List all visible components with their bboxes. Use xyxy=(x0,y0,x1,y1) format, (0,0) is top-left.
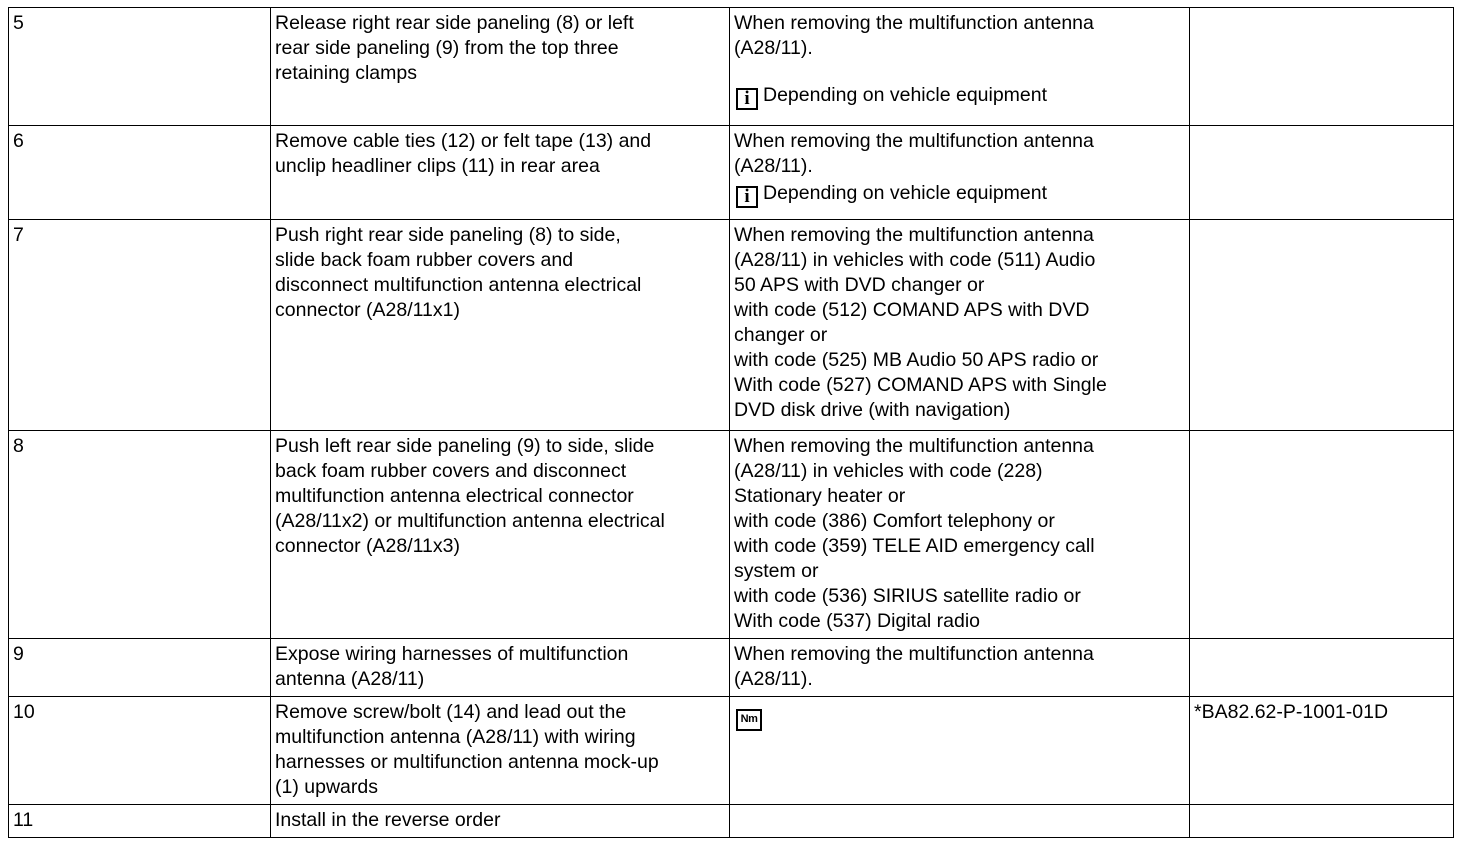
action-text: connector (A28/11x1) xyxy=(275,299,460,321)
note-text: with code (512) COMAND APS with DVD xyxy=(734,299,1090,321)
info-note xyxy=(734,83,1183,110)
action-cell xyxy=(271,805,730,838)
action-text: Install in the reverse order xyxy=(275,809,501,831)
action-cell xyxy=(271,697,730,805)
table-row xyxy=(9,126,1454,220)
table-row xyxy=(9,431,1454,639)
info-text: Depending on vehicle equipment xyxy=(763,84,1048,106)
note-text: system or xyxy=(734,560,819,582)
reference-cell xyxy=(1190,805,1454,838)
step-number: 11 xyxy=(13,809,34,831)
note-cell xyxy=(730,697,1190,805)
note-text: with code (386) Comfort telephony or xyxy=(734,510,1055,532)
step-number-cell xyxy=(9,431,271,639)
table-row xyxy=(9,220,1454,431)
table-row xyxy=(9,639,1454,697)
reference-cell xyxy=(1190,431,1454,639)
step-number: 9 xyxy=(13,643,24,665)
action-text: retaining clamps xyxy=(275,62,417,84)
note-text: with code (536) SIRIUS satellite radio or xyxy=(734,585,1081,607)
table-row xyxy=(9,805,1454,838)
note-text: When removing the multifunction antenna xyxy=(734,643,1094,665)
note-text: With code (537) Digital radio xyxy=(734,610,981,632)
step-number-cell xyxy=(9,805,271,838)
note-text: with code (359) TELE AID emergency call xyxy=(734,535,1095,557)
reference-cell xyxy=(1190,126,1454,220)
note-text: changer or xyxy=(734,324,828,346)
table-row xyxy=(9,697,1454,805)
reference-cell xyxy=(1190,639,1454,697)
note-text: (A28/11) in vehicles with code (511) Audio xyxy=(734,249,1096,271)
note-text: When removing the multifunction antenna xyxy=(734,224,1094,246)
note-text: Stationary heater or xyxy=(734,485,906,507)
reference-cell xyxy=(1190,8,1454,126)
step-number-cell xyxy=(9,220,271,431)
note-cell xyxy=(730,805,1190,838)
step-number: 10 xyxy=(13,701,35,723)
action-text: Remove screw/bolt (14) and lead out the xyxy=(275,701,627,723)
procedure-steps-table xyxy=(8,7,1454,838)
action-text: rear side paneling (9) from the top three xyxy=(275,37,619,59)
step-number: 5 xyxy=(13,12,24,34)
note-text: (A28/11). xyxy=(734,668,813,690)
step-number: 6 xyxy=(13,130,24,152)
table-row xyxy=(9,8,1454,126)
torque-nm-icon[interactable]: Nm xyxy=(736,709,762,731)
reference-link[interactable]: *BA82.62-P-1001-01D xyxy=(1194,701,1389,723)
info-note xyxy=(734,181,1183,208)
action-text: (1) upwards xyxy=(275,776,378,798)
note-cell xyxy=(730,220,1190,431)
reference-cell xyxy=(1190,220,1454,431)
action-text: (A28/11x2) or multifunction antenna electrical xyxy=(275,510,665,532)
note-text: When removing the multifunction antenna xyxy=(734,130,1094,152)
note-cell xyxy=(730,8,1190,126)
note-text: DVD disk drive (with navigation) xyxy=(734,399,1011,421)
step-number: 7 xyxy=(13,224,24,246)
note-text: With code (527) COMAND APS with Single xyxy=(734,374,1107,396)
action-text: slide back foam rubber covers and xyxy=(275,249,574,271)
action-text: back foam rubber covers and disconnect xyxy=(275,460,627,482)
note-text: (A28/11) in vehicles with code (228) xyxy=(734,460,1043,482)
note-text: 50 APS with DVD changer or xyxy=(734,274,985,296)
note-text: (A28/11). xyxy=(734,37,813,59)
note-cell xyxy=(730,431,1190,639)
info-icon: i xyxy=(736,186,758,208)
note-text: with code (525) MB Audio 50 APS radio or xyxy=(734,349,1099,371)
action-text: connector (A28/11x3) xyxy=(275,535,460,557)
action-text: unclip headliner clips (11) in rear area xyxy=(275,155,600,177)
action-text: Push right rear side paneling (8) to side, xyxy=(275,224,621,246)
action-cell xyxy=(271,639,730,697)
info-text: Depending on vehicle equipment xyxy=(763,182,1048,204)
action-cell xyxy=(271,8,730,126)
action-cell xyxy=(271,126,730,220)
action-text: disconnect multifunction antenna electrical xyxy=(275,274,642,296)
action-text: harnesses or multifunction antenna mock-up xyxy=(275,751,659,773)
action-text: antenna (A28/11) xyxy=(275,668,425,690)
action-cell xyxy=(271,431,730,639)
note-text: When removing the multifunction antenna xyxy=(734,12,1094,34)
action-text: Release right rear side paneling (8) or left xyxy=(275,12,634,34)
note-text: When removing the multifunction antenna xyxy=(734,435,1094,457)
action-text: multifunction antenna (A28/11) with wiring xyxy=(275,726,636,748)
action-text: Push left rear side paneling (9) to side, slide xyxy=(275,435,655,457)
step-number-cell xyxy=(9,8,271,126)
action-text: Expose wiring harnesses of multifunction xyxy=(275,643,629,665)
note-text: (A28/11). xyxy=(734,155,813,177)
step-number: 8 xyxy=(13,435,24,457)
note-spacer xyxy=(734,61,1183,81)
reference-cell xyxy=(1190,697,1454,805)
step-number-cell xyxy=(9,126,271,220)
action-cell xyxy=(271,220,730,431)
step-number-cell xyxy=(9,639,271,697)
action-text: Remove cable ties (12) or felt tape (13) and xyxy=(275,130,652,152)
note-cell xyxy=(730,126,1190,220)
step-number-cell xyxy=(9,697,271,805)
note-cell xyxy=(730,639,1190,697)
action-text: multifunction antenna electrical connector xyxy=(275,485,634,507)
info-icon: i xyxy=(736,88,758,110)
